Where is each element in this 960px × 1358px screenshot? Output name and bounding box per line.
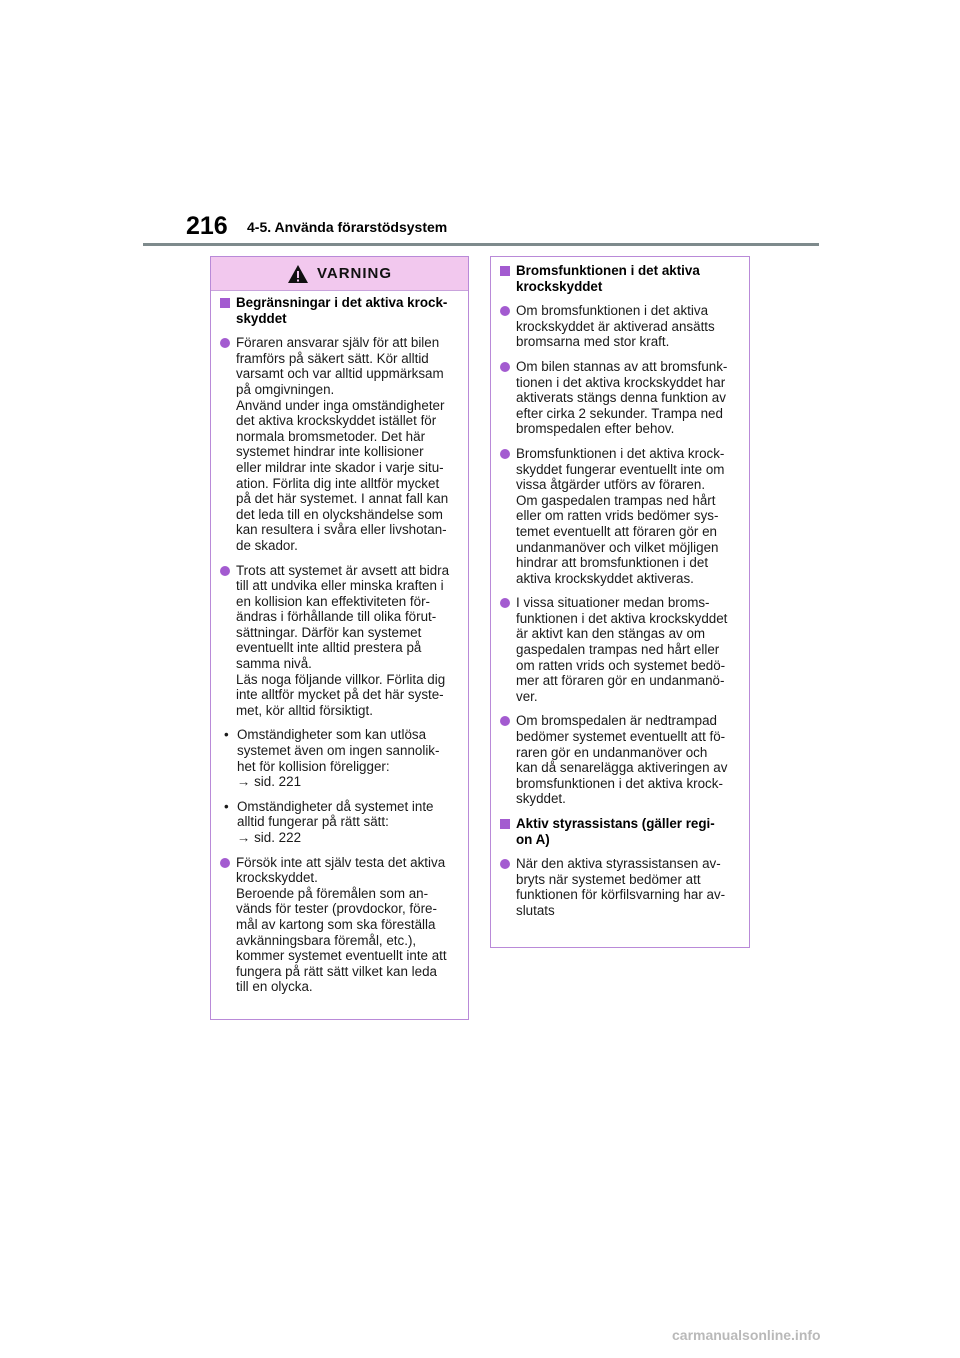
continuation-box	[490, 256, 750, 948]
paragraph: Om bromspedalen är nedtrampad bedömer systemet eventuellt att fö- raren gör en undanmanöver och kan då senarelägga aktiveringen av bromsfunktionen i det aktiva krock- skyddet.	[516, 713, 728, 807]
circle-bullet-icon	[220, 858, 230, 868]
square-bullet-icon	[220, 298, 230, 308]
square-bullet-icon	[500, 819, 510, 829]
paragraph: Omständigheter då systemet inte alltid fungerar på rätt sätt: → sid. 222	[237, 798, 434, 845]
circle-bullet-icon	[500, 716, 510, 726]
watermark: carmanualsonline.info	[672, 1327, 821, 1343]
list-item	[500, 856, 739, 918]
circle-bullet-icon	[220, 566, 230, 576]
paragraph: Omständigheter som kan utlösa systemet även om ingen sannolik- het för kollision föreligger: → sid. 221	[237, 727, 440, 790]
warning-content	[211, 291, 468, 995]
circle-bullet-icon	[500, 362, 510, 372]
list-item	[500, 359, 739, 437]
dot-bullet: •	[224, 727, 229, 743]
circle-bullet-icon	[500, 859, 510, 869]
header-rule	[143, 243, 819, 246]
circle-bullet-icon	[500, 306, 510, 316]
sub-list-item	[224, 727, 458, 789]
heading-text: Aktiv styrassistans (gäller regi- on A)	[516, 816, 715, 847]
paragraph: Om bilen stannas av att bromsfunk- tionen i det aktiva krockskyddet har aktiverats stängs denna funktion av efter cirka 2 sekunder. Trampa ned bromspedalen efter behov.	[516, 358, 728, 437]
circle-bullet-icon	[220, 338, 230, 348]
paragraph: Föraren ansvarar själv för att bilen framförs på säkert sätt. Kör alltid varsamt och var alltid uppmärksam på omgivningen. Använd under inga omständigheter det aktiva krockskyddet istället för normala bromsmetoder. Det här systemet hindrar inte kollisioner eller mildrar inte skador i varje situ- ation. Förlita dig inte alltför mycket på det här systemet. I annat fall kan det leda till en olyckshändelse som kan resultera i svåra eller livshotan- de skador.	[236, 335, 449, 553]
paragraph: Försök inte att själv testa det aktiva krockskyddet. Beroende på föremålen som an- vänds för tester (provdockor, före- mål av kartong som ska föreställa avkänningsbara föremål, etc.), kommer systemet eventuellt inte att fungera på rätt sätt vilket kan leda till en olycka.	[236, 854, 447, 995]
warning-triangle-icon	[287, 264, 309, 284]
heading-text: Begränsningar i det aktiva krock- skyddet	[236, 295, 448, 326]
warning-box	[210, 256, 469, 1020]
list-item	[500, 595, 739, 704]
circle-bullet-icon	[500, 449, 510, 459]
section-title: 4-5. Använda förarstödsystem	[247, 219, 448, 235]
list-item	[220, 335, 458, 553]
section-heading	[500, 816, 739, 847]
section-heading	[220, 295, 458, 326]
list-item	[220, 855, 458, 995]
paragraph: Bromsfunktionen i det aktiva krock- skyddet fungerar eventuellt inte om vissa åtgärder utförs av föraren. Om gaspedalen trampas ned hårt eller om ratten vrids bedömer sys- temet eventuellt att föraren gör en undanmanöver och vilket möjligen hindrar att bromsfunktionen i det aktiva krockskyddet aktiveras.	[516, 445, 725, 586]
continuation-content	[491, 257, 749, 919]
page-number: 216	[186, 212, 228, 240]
list-item	[500, 303, 739, 350]
list-item	[500, 446, 739, 586]
paragraph: När den aktiva styrassistansen av- bryts när systemet bedömer att funktionen för körfilsvarning har av- slutats	[516, 856, 726, 918]
section-heading	[500, 263, 739, 294]
dot-bullet: •	[224, 798, 229, 814]
paragraph: Trots att systemet är avsett att bidra till att undvika eller minska kraften i en kollision kan effektiviteten för- ändras i förhållande till olika förut- sättningar. Därför kan systemet eventuellt inte alltid prestera på samma nivå. Läs noga följande villkor. Förlita dig inte alltför mycket på det här syste- met, kör alltid försiktigt.	[236, 562, 450, 718]
list-item	[500, 713, 739, 807]
warning-label: VARNING	[316, 265, 393, 282]
circle-bullet-icon	[500, 598, 510, 608]
heading-text: Bromsfunktionen i det aktiva krockskyddet	[516, 263, 700, 294]
sub-list-item	[224, 799, 458, 846]
warning-header	[211, 257, 468, 291]
list-item	[220, 563, 458, 719]
square-bullet-icon	[500, 266, 510, 276]
paragraph: I vissa situationer medan broms- funktionen i det aktiva krockskyddet är aktivt kan den stängas av om gaspedalen trampas ned hårt eller om ratten vrids och systemet bedö- mer att föraren gör en undanmanö- ver.	[516, 595, 728, 704]
paragraph: Om bromsfunktionen i det aktiva krockskyddet är aktiverad ansätts bromsarna med stor kraft.	[516, 303, 715, 350]
